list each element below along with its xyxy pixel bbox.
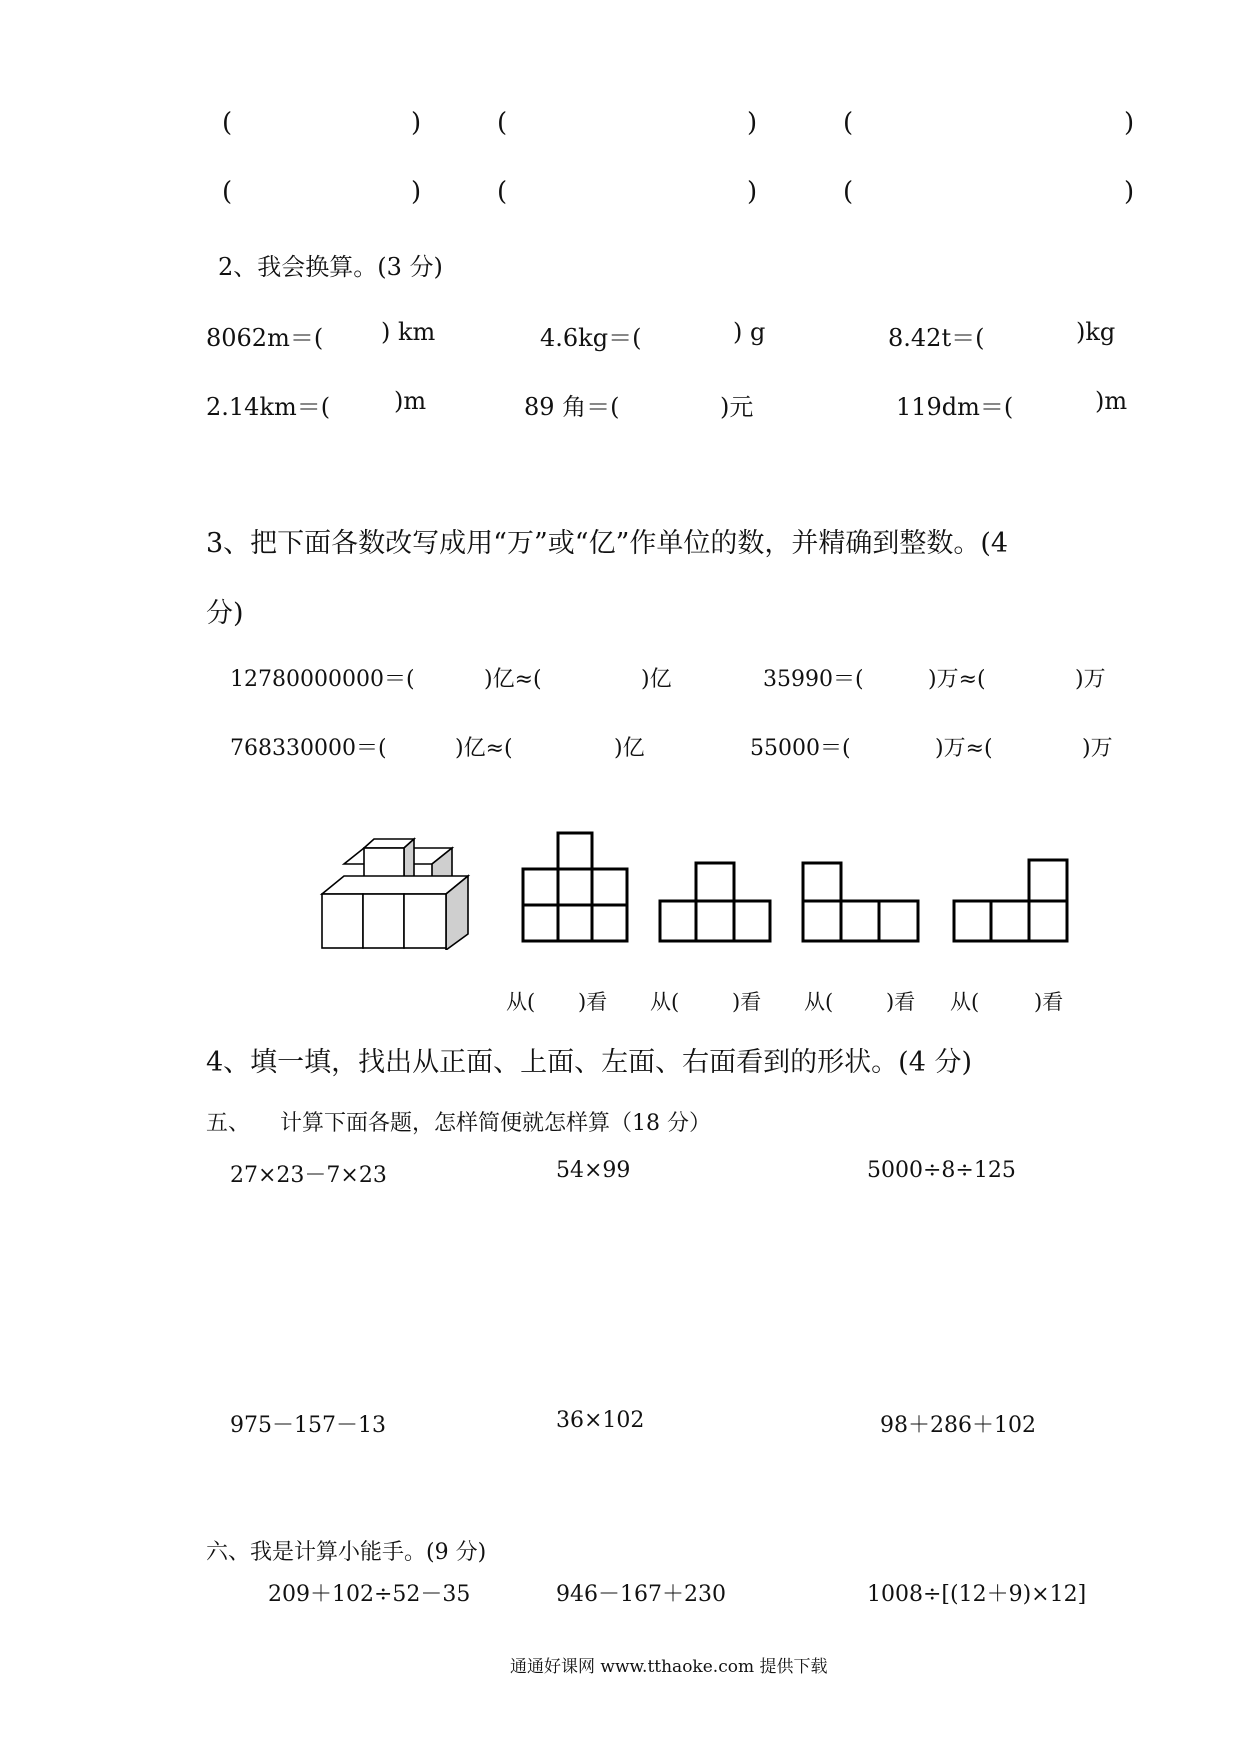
calc-expression: 36×102: [556, 1408, 645, 1433]
calc-expression: 946－167＋230: [556, 1582, 726, 1607]
close-paren: ): [747, 177, 758, 207]
section-3-title-line-2: 分): [206, 598, 244, 629]
approx-expression: )亿≈(: [484, 667, 542, 692]
unit-suffix: )万: [1075, 667, 1106, 692]
open-paren: (: [497, 108, 508, 138]
section-3-title-line-1: 3、把下面各数改写成用“万”或“亿”作单位的数，并精确到整数。(4: [206, 528, 1009, 559]
view-label-3-post: )看: [886, 990, 916, 1014]
number-expression: 12780000000＝(: [230, 667, 415, 692]
view-label-2-post: )看: [732, 990, 762, 1014]
close-paren: ): [747, 108, 758, 138]
number-expression: 35990＝(: [763, 667, 864, 692]
conversion-left: 89 角＝(: [524, 393, 620, 421]
conversion-unit: ) km: [381, 318, 436, 346]
conversion-left: 8062m＝(: [206, 324, 324, 352]
approx-expression: )万≈(: [928, 667, 986, 692]
section-6-title: 六、我是计算小能手。(9 分): [206, 1540, 487, 1565]
section-5-title: 计算下面各题，怎样简便就怎样算（18 分）: [280, 1111, 711, 1136]
approx-expression: )万≈(: [935, 736, 993, 761]
conversion-left: 8.42t＝(: [888, 324, 985, 352]
view-label-4-post: )看: [1034, 990, 1064, 1014]
calc-expression: 54×99: [556, 1158, 631, 1183]
view-label-1-pre: 从(: [506, 990, 536, 1014]
page-footer: 通通好课网 www.tthaoke.com 提供下载: [510, 1657, 828, 1677]
section-4-title: 4、填一填，找出从正面、上面、左面、右面看到的形状。(4 分): [206, 1047, 973, 1078]
conversion-unit: )元: [720, 393, 754, 421]
conversion-unit: )kg: [1076, 318, 1116, 346]
view-label-2-pre: 从(: [650, 990, 680, 1014]
view-shape-1: [520, 830, 630, 945]
view-shape-4: [951, 857, 1071, 945]
section-2-title: 2、我会换算。(3 分): [218, 253, 443, 281]
calc-expression: 975－157－13: [230, 1413, 386, 1438]
view-shape-3: [800, 860, 922, 945]
view-label-1-post: )看: [578, 990, 608, 1014]
open-paren: (: [222, 108, 233, 138]
unit-suffix: )亿: [614, 736, 645, 761]
conversion-left: 4.6kg＝(: [540, 324, 642, 352]
open-paren: (: [843, 177, 854, 207]
close-paren: ): [411, 177, 422, 207]
view-label-4-pre: 从(: [950, 990, 980, 1014]
open-paren: (: [222, 177, 233, 207]
unit-suffix: )万: [1082, 736, 1113, 761]
conversion-unit: ) g: [733, 318, 766, 346]
number-expression: 55000＝(: [750, 736, 851, 761]
approx-expression: )亿≈(: [455, 736, 513, 761]
close-paren: ): [1124, 177, 1135, 207]
view-shape-2: [657, 860, 773, 945]
conversion-left: 119dm＝(: [896, 393, 1014, 421]
calc-expression: 1008÷[(12＋9)×12]: [867, 1582, 1087, 1607]
conversion-left: 2.14km＝(: [206, 393, 331, 421]
section-5-number: 五、: [206, 1111, 251, 1136]
number-expression: 768330000＝(: [230, 736, 387, 761]
calc-expression: 5000÷8÷125: [867, 1158, 1016, 1183]
calc-expression: 209＋102÷52－35: [268, 1582, 471, 1607]
close-paren: ): [1124, 108, 1135, 138]
close-paren: ): [411, 108, 422, 138]
unit-suffix: )亿: [641, 667, 672, 692]
conversion-unit: )m: [394, 387, 427, 415]
view-label-3-pre: 从(: [804, 990, 834, 1014]
open-paren: (: [843, 108, 854, 138]
calc-expression: 27×23－7×23: [230, 1163, 387, 1188]
cube-stack-figure: [318, 830, 488, 950]
open-paren: (: [497, 177, 508, 207]
calc-expression: 98＋286＋102: [880, 1413, 1036, 1438]
conversion-unit: )m: [1095, 387, 1128, 415]
